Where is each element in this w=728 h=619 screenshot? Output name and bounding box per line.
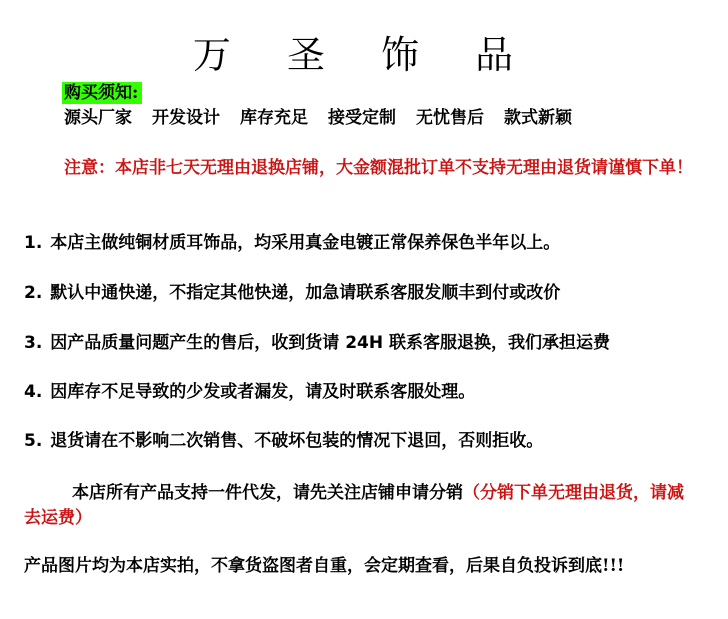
rule-text: 本店主做纯铜材质耳饰品，均采用真金电镀正常保养保色半年以上。 bbox=[50, 233, 561, 253]
rule-text: 退货请在不影响二次销售、不破坏包装的情况下退回，否则拒收。 bbox=[50, 431, 544, 451]
dropship-note: （分销下单无理由退货，请减去运费） bbox=[24, 483, 684, 528]
feature-item: 库存充足 bbox=[240, 108, 308, 128]
rule-item bbox=[24, 281, 560, 305]
rule-item bbox=[24, 331, 610, 355]
rule-item bbox=[24, 231, 560, 255]
rule-number: 2. bbox=[24, 283, 43, 303]
footer-notice: 产品图片均为本店实拍，不拿货盗图者自重，会定期查看，后果自负投诉到底!!! bbox=[24, 556, 625, 576]
rule-item bbox=[24, 429, 543, 453]
rule-number: 3. bbox=[24, 333, 43, 353]
warning-notice: 注意：本店非七天无理由退换店铺，大金额混批订单不支持无理由退货请谨慎下单！ bbox=[64, 158, 693, 178]
page-title: 万 圣 饰 品 bbox=[192, 33, 536, 77]
rule-item bbox=[24, 380, 475, 404]
dropship-notice bbox=[24, 481, 696, 531]
feature-item: 源头厂家 bbox=[64, 108, 132, 128]
feature-item: 接受定制 bbox=[328, 108, 396, 128]
feature-item: 无忧售后 bbox=[416, 108, 484, 128]
features-line bbox=[64, 106, 592, 130]
feature-item: 开发设计 bbox=[152, 108, 220, 128]
dropship-main-text: 本店所有产品支持一件代发，请先关注店铺申请分销 bbox=[72, 483, 463, 503]
feature-item: 款式新颖 bbox=[504, 108, 572, 128]
rule-text: 因库存不足导致的少发或者漏发，请及时联系客服处理。 bbox=[50, 382, 476, 402]
rule-number: 4. bbox=[24, 382, 43, 402]
rule-number: 5. bbox=[24, 431, 43, 451]
rule-text: 因产品质量问题产生的售后，收到货请 24H 联系客服退换，我们承担运费 bbox=[50, 333, 611, 353]
notice-label: 购买须知: bbox=[62, 82, 142, 104]
rule-text: 默认中通快递，不指定其他快递，加急请联系客服发顺丰到付或改价 bbox=[50, 283, 561, 303]
rule-number: 1. bbox=[24, 233, 43, 253]
